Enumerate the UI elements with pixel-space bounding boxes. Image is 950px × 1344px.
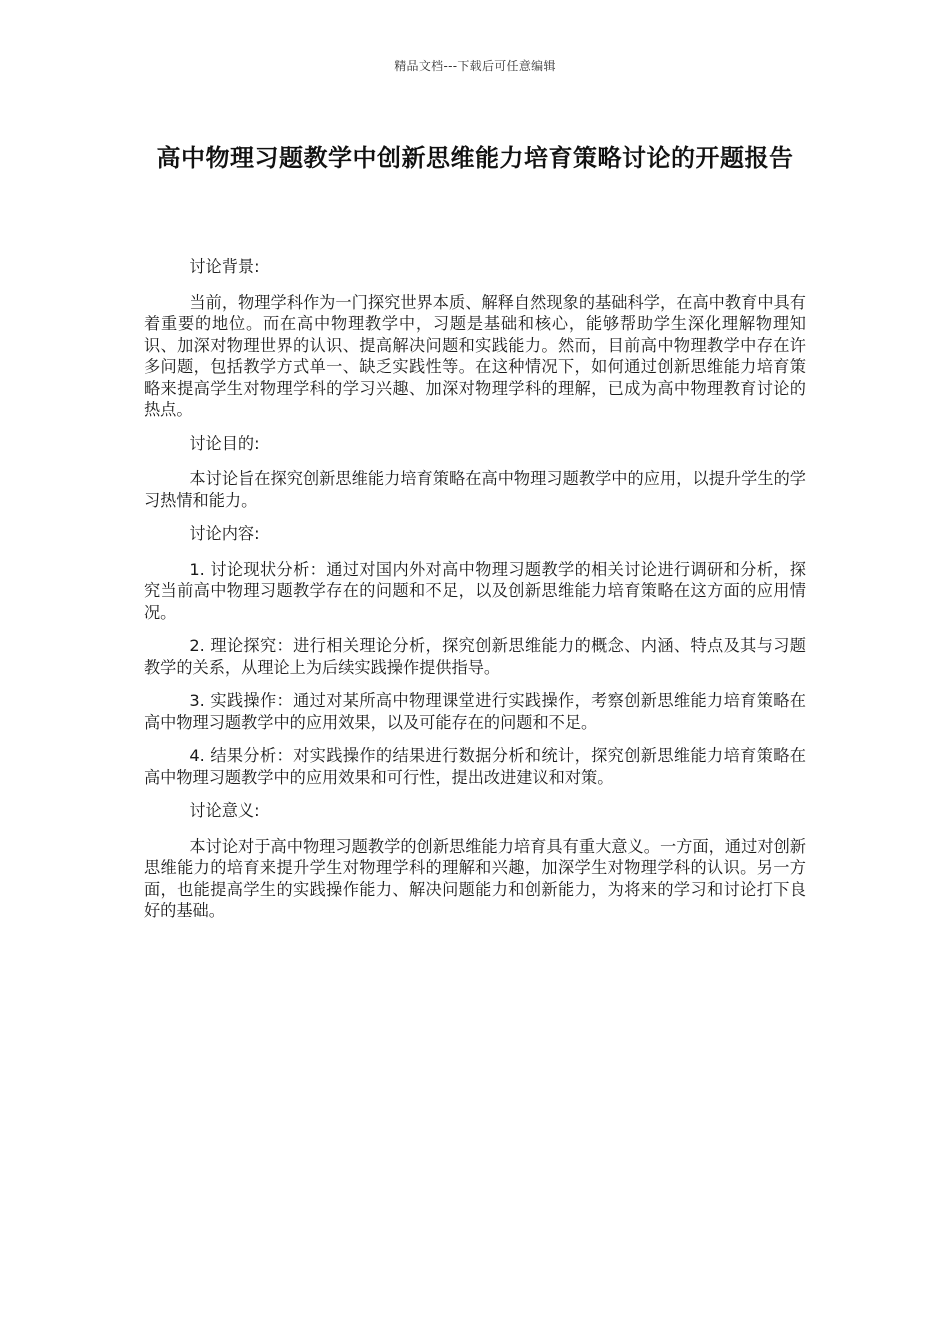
- purpose-paragraph: 本讨论旨在探究创新思维能力培育策略在高中物理习题教学中的应用，以提升学生的学习热情和能力。: [144, 469, 806, 510]
- background-paragraph: 当前，物理学科作为一门探究世界本质、解释自然现象的基础科学，在高中教育中具有着重要的地位。而在高中物理教学中，习题是基础和核心，能够帮助学生深化理解物理知识、加深对物理世界的认识、提高解决问题和实践能力。然而，目前高中物理教学中存在许多问题，包括教学方式单一、缺乏实践性等。在这种情况下，如何通过创新思维能力培育策略来提高学生对物理学科的学习兴趣、加深对物理学科的理解，已成为高中物理教育讨论的热点。: [144, 292, 806, 419]
- significance-paragraph: 本讨论对于高中物理习题教学的创新思维能力培育具有重大意义。一方面，通过对创新思维能力的培育来提升学生对物理学科的理解和兴趣，加深学生对物理学科的认识。另一方面，也能提高学生的实践操作能力、解决问题能力和创新能力，为将来的学习和讨论打下良好的基础。: [144, 836, 806, 920]
- content-heading: 讨论内容:: [189, 524, 260, 543]
- document-title: 高中物理习题教学中创新思维能力培育策略讨论的开题报告: [156, 144, 794, 172]
- header-note: 精品文档---下载后可任意编辑: [394, 59, 556, 73]
- significance-heading: 讨论意义:: [189, 801, 260, 820]
- background-heading: 讨论背景:: [189, 257, 260, 276]
- document-body: [144, 256, 806, 934]
- content-item-1: 1. 讨论现状分析：通过对国内外对高中物理习题教学的相关讨论进行调研和分析，探究当前高中物理习题教学存在的问题和不足，以及创新思维能力培育策略在这方面的应用情况。: [144, 559, 806, 622]
- content-item-4: 4. 结果分析：对实践操作的结果进行数据分析和统计，探究创新思维能力培育策略在高中物理习题教学中的应用效果和可行性，提出改进建议和对策。: [144, 746, 806, 787]
- purpose-heading: 讨论目的:: [189, 433, 260, 453]
- content-item-2: 2. 理论探究：进行相关理论分析，探究创新思维能力的概念、内涵、特点及其与习题教学的关系，从理论上为后续实践操作提供指导。: [144, 636, 806, 677]
- content-item-3: 3. 实践操作：通过对某所高中物理课堂进行实践操作，考察创新思维能力培育策略在高中物理习题教学中的应用效果，以及可能存在的问题和不足。: [144, 691, 806, 732]
